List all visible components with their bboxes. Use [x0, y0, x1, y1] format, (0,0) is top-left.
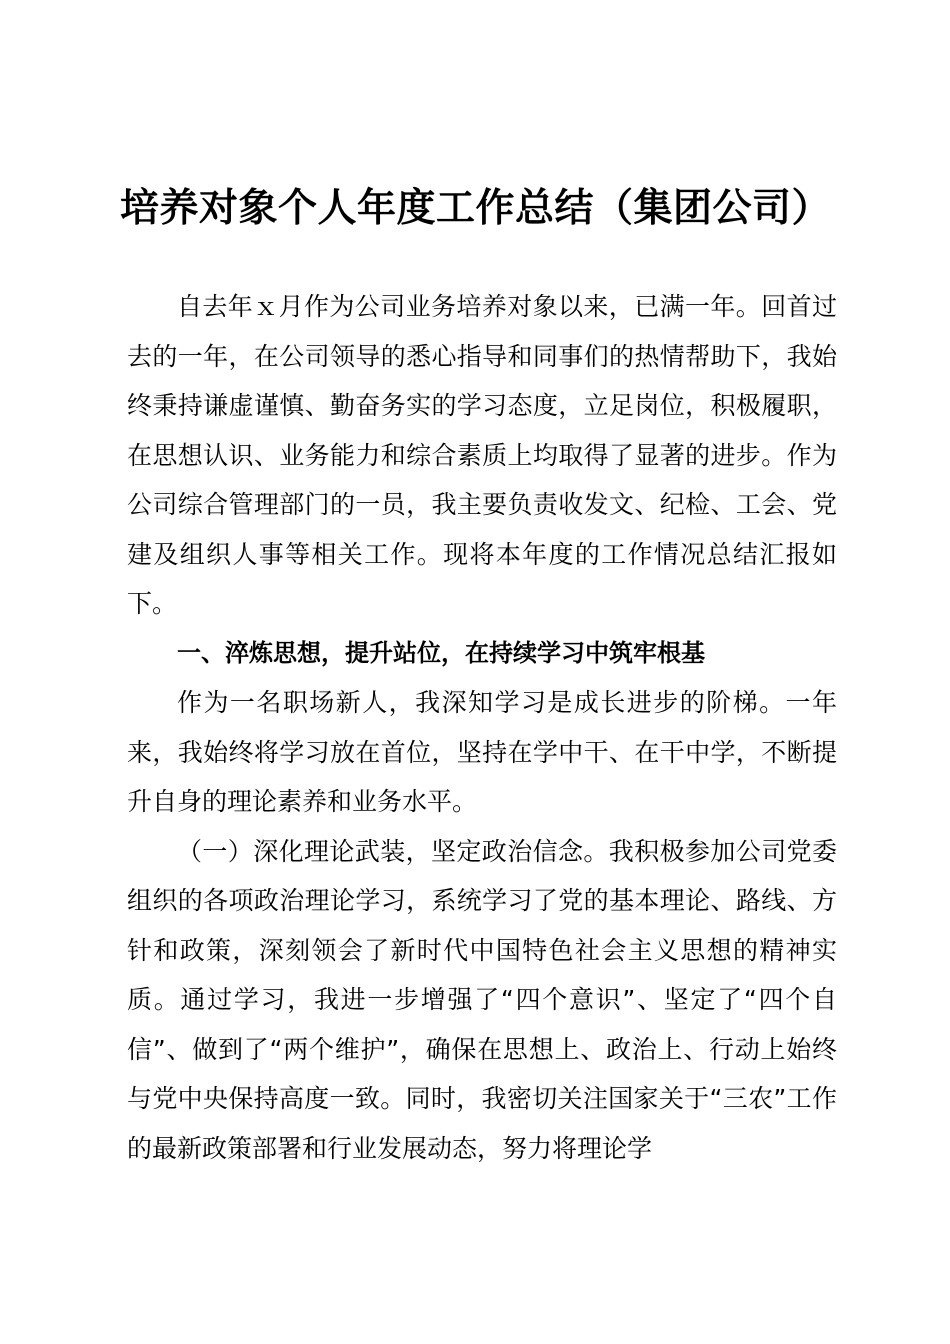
document-title: 培养对象个人年度工作总结（集团公司）: [120, 186, 832, 231]
paragraph-subsection-1: （一）深化理论武装，坚定政治信念。我积极参加公司党委组织的各项政治理论学习，系统学习了党的基本理论、路线、方针和政策，深刻领会了新时代中国特色社会主义思想的精神实质。通过学习，我进一步增强了“四个意识”、坚定了“四个自信”、做到了“两个维护”，确保在思想上、政治上、行动上始终与党中央保持高度一致。同时，我密切关注国家关于“三农”工作的最新政策部署和行业发展动态，努力将理论学: [127, 836, 837, 1163]
document-body: [127, 282, 837, 1173]
section-heading-1: 一、淬炼思想，提升站位，在持续学习中筑牢根基: [177, 638, 705, 667]
paragraph-intro: 自去年ｘ月作为公司业务培养对象以来，已满一年。回首过去的一年，在公司领导的悉心指导和同事们的热情帮助下，我始终秉持谦虚谨慎、勤奋务实的学习态度，立足岗位，积极履职，在思想认识、业务能力和综合素质上均取得了显著的进步。作为公司综合管理部门的一员，我主要负责收发文、纪检、工会、党建及组织人事等相关工作。现将本年度的工作情况总结汇报如下。: [127, 292, 837, 618]
paragraph-section-1-intro: 作为一名职场新人，我深知学习是成长进步的阶梯。一年来，我始终将学习放在首位，坚持在学中干、在干中学，不断提升自身的理论素养和业务水平。: [127, 688, 837, 816]
